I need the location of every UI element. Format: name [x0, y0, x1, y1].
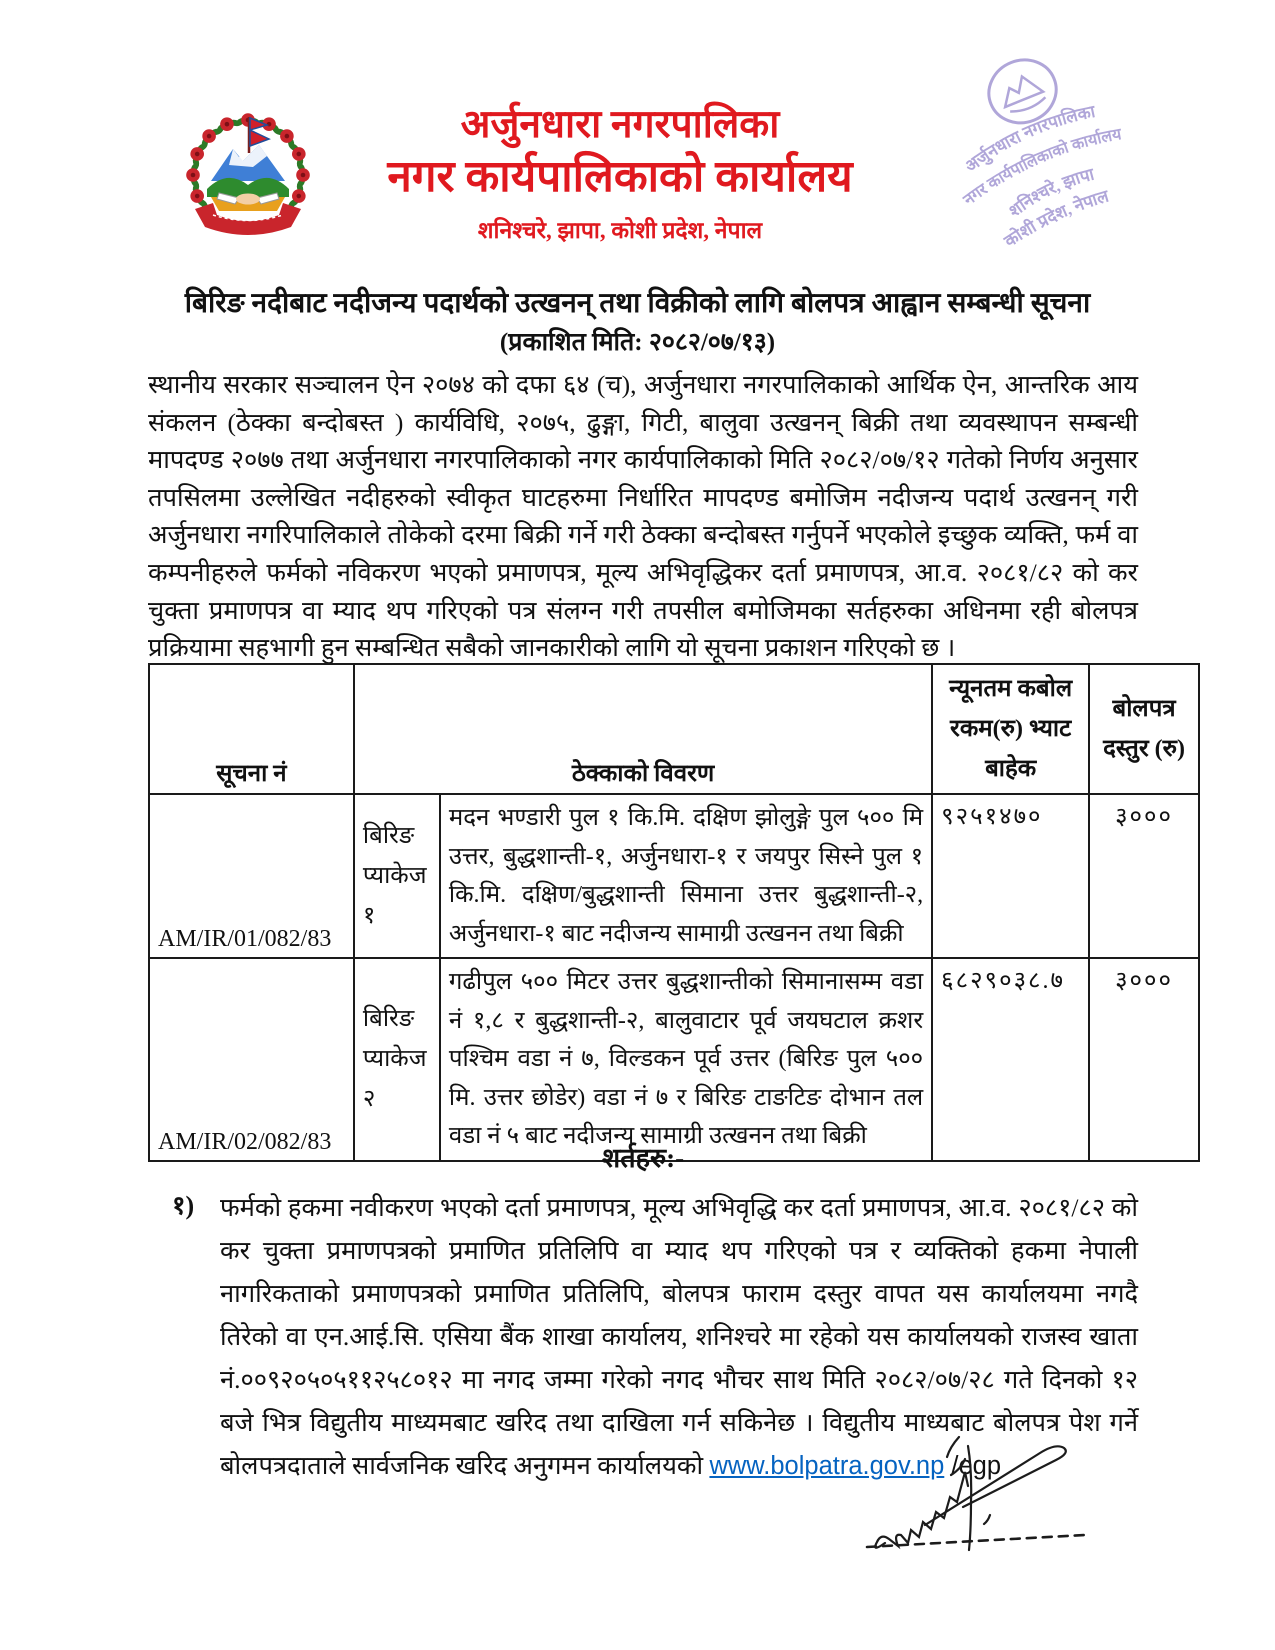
municipality-emblem-icon	[183, 105, 313, 241]
package-name: बिरिङ प्याकेज १	[354, 794, 440, 958]
min-bid-amount: ६८२९०३८.७	[932, 958, 1089, 1161]
contract-description: गढीपुल ५०० मिटर उत्तर बुद्धशान्तीको सिमानासम्म वडा नं १,८ र बुद्धशान्ती-२, बालुवाटार पूर्व जयघटाल क्रशर पश्चिम वडा नं ७, विल्डकन पूर्व उत्तर (बिरिङ पुल ५०० मि. उत्तर छोडेर) वडा नं ७ र बिरिङ टाङटिङ दोभान तल वडा नं ५ बाट नदीजन्य सामाग्री उत्खनन तथा बिक्री	[440, 958, 932, 1161]
signature-icon	[855, 1415, 1105, 1585]
min-bid-amount: ९२५१४७०	[932, 794, 1089, 958]
term-text-after-link: /egp	[944, 1452, 1001, 1480]
col-header-fee: बोलपत्र दस्तुर (रु)	[1089, 664, 1199, 794]
table-row	[149, 794, 1199, 958]
office-stamp-icon	[938, 35, 1153, 260]
bid-fee: ३०००	[1089, 958, 1199, 1161]
notice-number: AM/IR/01/082/83	[149, 794, 354, 958]
office-address: शनिश्चरे, झापा, कोशी प्रदेश, नेपाल	[477, 218, 763, 244]
published-date: (प्रकाशित मिति: २०८२/०७/१३)	[499, 329, 776, 356]
tender-table	[148, 663, 1200, 1162]
term-text-before-link: फर्मको हकमा नवीकरण भएको दर्ता प्रमाणपत्र, मूल्य अभिवृद्धि कर दर्ता प्रमाणपत्र, आ.व. २०८१/८२ को कर चुक्ता प्रमाणपत्रको प्रमाणित प्रतिलिपि वा म्याद थप गरिएको पत्र र व्यक्तिको हकमा नेपाली नागरिकताको प्रमाणपत्रको प्रमाणित प्रतिलिपि, बोलपत्र फाराम दस्तुर वापत यस कार्यालयमा नगदै तिरेको वा एन.आई.सि. एसिया बैंक शाखा कार्यालय, शनिश्चरे मा रहेको यस कार्यालयको राजस्व खाता नं.००९२०५०५११२५८०१२ मा नगद जम्मा गरेको नगद भौचर साथ मिति २०८२/०७/२८ गते दिनको १२ बजे भित्र विद्युतीय माध्यमबाट खरिद तथा दाखिला गर्न सकिनेछ । विद्युतीय माध्यबाट बोलपत्र पेश गर्ने बोलपत्रदाताले सार्वजनिक खरिद अनुगमन कार्यालयको	[220, 1193, 1138, 1480]
notice-number: AM/IR/02/082/83	[149, 958, 354, 1161]
bid-fee: ३०००	[1089, 794, 1199, 958]
stamp-line-3: शनिश्चरे, झापा	[1005, 164, 1097, 221]
notice-body: स्थानीय सरकार सञ्चालन ऐन २०७४ को दफा ६४ (च), अर्जुनधारा नगरपालिकाको आर्थिक ऐन, आन्तरिक आय संकलन (ठेक्का बन्दोबस्त ) कार्यविधि, २०७५, ढुङ्गा, गिटी, बालुवा उत्खनन् बिक्री तथा व्यवस्थापन सम्बन्धी मापदण्ड २०७७ तथा अर्जुनधारा नगरपालिकाको नगर कार्यपालिकाको मिति २०८२/०७/१२ गतेको निर्णय अनुसार तपसिलमा उल्लेखित नदीहरुको स्वीकृत घाटहरुमा निर्धारित मापदण्ड बमोजिम नदीजन्य पदार्थ उत्खनन् गरी अर्जुनधारा नगरिपालिकाले तोकेको दरमा बिक्री गर्ने गरी ठेक्का बन्दोबस्त गर्नुपर्ने भएकोले इच्छुक व्यक्ति, फर्म वा कम्पनीहरुले फर्मको नविकरण भएको प्रमाणपत्र, मूल्य अभिवृद्धिकर दर्ता प्रमाणपत्र, आ.व. २०८१/८२ को कर चुक्ता प्रमाणपत्र वा म्याद थप गरिएको पत्र संलग्न गरी तपसील बमोजिमका सर्तहरुका अधिनमा रही बोलपत्र प्रक्रियामा सहभागी हुन सम्बन्धित सबैको जानकारीको लागि यो सूचना प्रकाशन गरिएको छ ।	[148, 370, 1138, 663]
package-name: बिरिङ प्याकेज २	[354, 958, 440, 1161]
stamp-line-1: अर्जुनधारा नगरपालिका	[961, 101, 1097, 177]
org-name: अर्जुनधारा नगरपालिका	[460, 103, 780, 146]
notice-title: बिरिङ नदीबाट नदीजन्य पदार्थको उत्खनन् तथा विक्रीको लागि बोलपत्र आह्वान सम्बन्धी सूचना	[184, 288, 1091, 319]
terms-heading: शर्तहरु:-	[601, 1143, 685, 1173]
office-name: नगर कार्यपालिकाको कार्यालय	[387, 151, 853, 201]
stamp-line-2: नगर कार्यपालिकाको कार्यालय	[960, 126, 1123, 210]
col-header-min-bid: न्यूनतम कबोल रकम(रु) भ्याट बाहेक	[932, 664, 1089, 794]
col-header-description: ठेक्काको विवरण	[354, 664, 932, 794]
bolpatra-link[interactable]: www.bolpatra.gov.np	[709, 1452, 945, 1480]
table-header-row	[149, 664, 1199, 794]
term-number: १)	[172, 1191, 195, 1220]
letterhead	[300, 100, 940, 245]
stamp-line-4: कोशी प्रदेश, नेपाल	[1000, 186, 1111, 252]
table-row	[149, 958, 1199, 1161]
col-header-notice-no: सूचना नं	[149, 664, 354, 794]
contract-description: मदन भण्डारी पुल १ कि.मि. दक्षिण झोलुङ्गे पुल ५०० मि उत्तर, बुद्धशान्ती-१, अर्जुनधारा-१ र जयपुर सिस्ने पुल १ कि.मि. दक्षिण/बुद्धशान्ती सिमाना उत्तर बुद्धशान्ती-२, अर्जुनधारा-१ बाट नदीजन्य सामाग्री उत्खनन तथा बिक्री	[440, 794, 932, 958]
